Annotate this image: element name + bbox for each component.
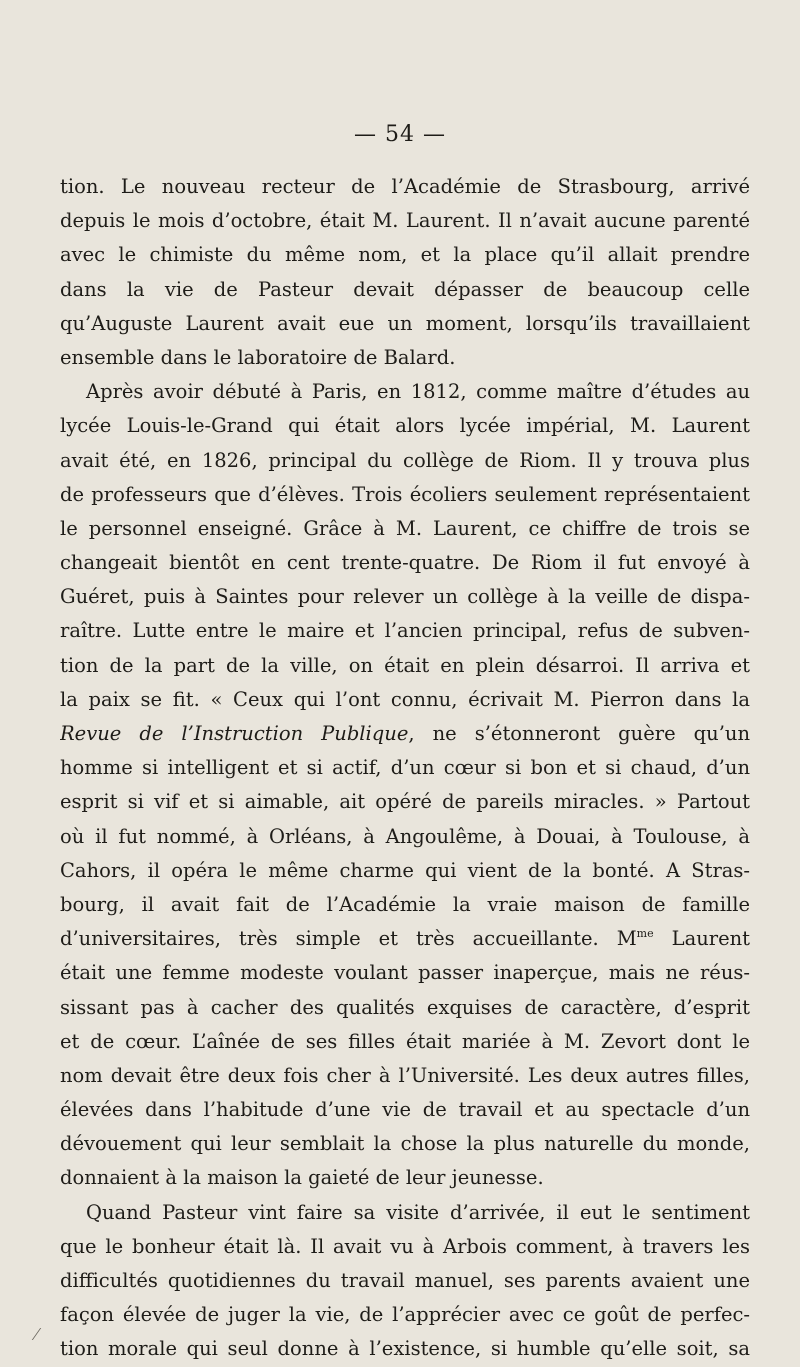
- text-line: tion morale qui seul donne à l’existence, si humble qu’elle soit, sa: [60, 1337, 750, 1361]
- text-line: où il fut nommé, à Orléans, à Angoulême, à Douai, à Toulouse, à: [60, 824, 750, 848]
- text-line: dans la vie de Pasteur devait dépasser de beaucoup celle: [60, 277, 750, 301]
- journal-title: Revue de l’Instruction Publique: [60, 722, 409, 745]
- text-line: ensemble dans le laboratoire de Balard.: [60, 345, 456, 369]
- text-line: façon élevée de juger la vie, de l’apprécier avec ce goût de perfec-: [60, 1303, 750, 1327]
- text-segment: Laurent: [653, 927, 750, 951]
- text-line: avec le chimiste du même nom, et la place qu’il allait prendre: [60, 243, 750, 267]
- text-line: depuis le mois d’octobre, était M. Laurent. Il n’avait aucune parenté: [60, 209, 750, 233]
- text-line: et de cœur. L’aînée de ses filles était mariée à M. Zevort dont le: [60, 1029, 750, 1053]
- text-line: nom devait être deux fois cher à l’Université. Les deux autres filles,: [60, 1063, 750, 1087]
- text-line: bourg, il avait fait de l’Académie la vraie maison de famille: [60, 892, 750, 916]
- text-line: Guéret, puis à Saintes pour relever un collège à la veille de dispa-: [60, 585, 750, 609]
- text-line: élevées dans l’habitude d’une vie de travail et au spectacle d’un: [60, 1098, 750, 1122]
- text-line-with-abbrev: [60, 922, 750, 956]
- text-line: Cahors, il opéra le même charme qui vient de la bonté. A Stras-: [60, 858, 750, 882]
- page-margin-mark: [32, 1328, 51, 1340]
- text-line: Après avoir débuté à Paris, en 1812, comme maître d’études au: [86, 380, 750, 404]
- text-line: la paix se fit. « Ceux qui l’ont connu, écrivait M. Pierron dans la: [60, 687, 750, 711]
- text-line: donnaient à la maison la gaieté de leur jeunesse.: [60, 1166, 544, 1190]
- text-line: était une femme modeste voulant passer inaperçue, mais ne réus-: [60, 961, 750, 985]
- abbrev-superscript: me: [636, 927, 654, 941]
- text-line: qu’Auguste Laurent avait eue un moment, lorsqu’ils travaillaient: [60, 311, 750, 335]
- text-line: sissant pas à cacher des qualités exquises de caractère, d’esprit: [60, 995, 750, 1019]
- text-line: tion. Le nouveau recteur de l’Académie de Strasbourg, arrivé: [60, 175, 750, 198]
- text-segment: d’universitaires, très simple et très accueillante.: [60, 927, 599, 951]
- text-line: homme si intelligent et si actif, d’un cœur si bon et si chaud, d’un: [60, 756, 750, 780]
- text-line: tion de la part de la ville, on était en plein désarroi. Il arriva et: [60, 653, 750, 677]
- text-line: dévouement qui leur semblait la chose la plus naturelle du monde,: [60, 1132, 750, 1156]
- abbreviation: [617, 927, 654, 950]
- page-number: — 54 —: [354, 122, 446, 147]
- text-line: raître. Lutte entre le maire et l’ancien principal, refus de subven-: [60, 619, 750, 643]
- text-line: de professeurs que d’élèves. Trois écoliers seulement représentaient: [60, 482, 750, 506]
- text-line: changeait bientôt en cent trente-quatre. De Riom il fut envoyé à: [60, 551, 750, 575]
- text-line: esprit si vif et si aimable, ait opéré de pareils miracles. » Partout: [60, 790, 750, 814]
- text-line: que le bonheur était là. Il avait vu à Arbois comment, à travers les: [60, 1234, 750, 1258]
- text-line: Quand Pasteur vint faire sa visite d’arrivée, il eut le sentiment: [86, 1200, 750, 1224]
- text-line: difficultés quotidiennes du travail manuel, ses parents avaient une: [60, 1269, 750, 1292]
- text-line: lycée Louis-le-Grand qui était alors lycée impérial, M. Laurent: [60, 414, 750, 438]
- text-line: avait été, en 1826, principal du collège de Riom. Il y trouva plus: [60, 448, 750, 472]
- text-line-italic-title: [60, 717, 750, 751]
- body-text: [60, 170, 750, 1367]
- abbrev-letter: M: [616, 927, 637, 951]
- text-line: le personnel enseigné. Grâce à M. Laurent, ce chiffre de trois se: [60, 516, 750, 540]
- text-segment: , ne s’étonneront guère qu’un: [408, 722, 750, 745]
